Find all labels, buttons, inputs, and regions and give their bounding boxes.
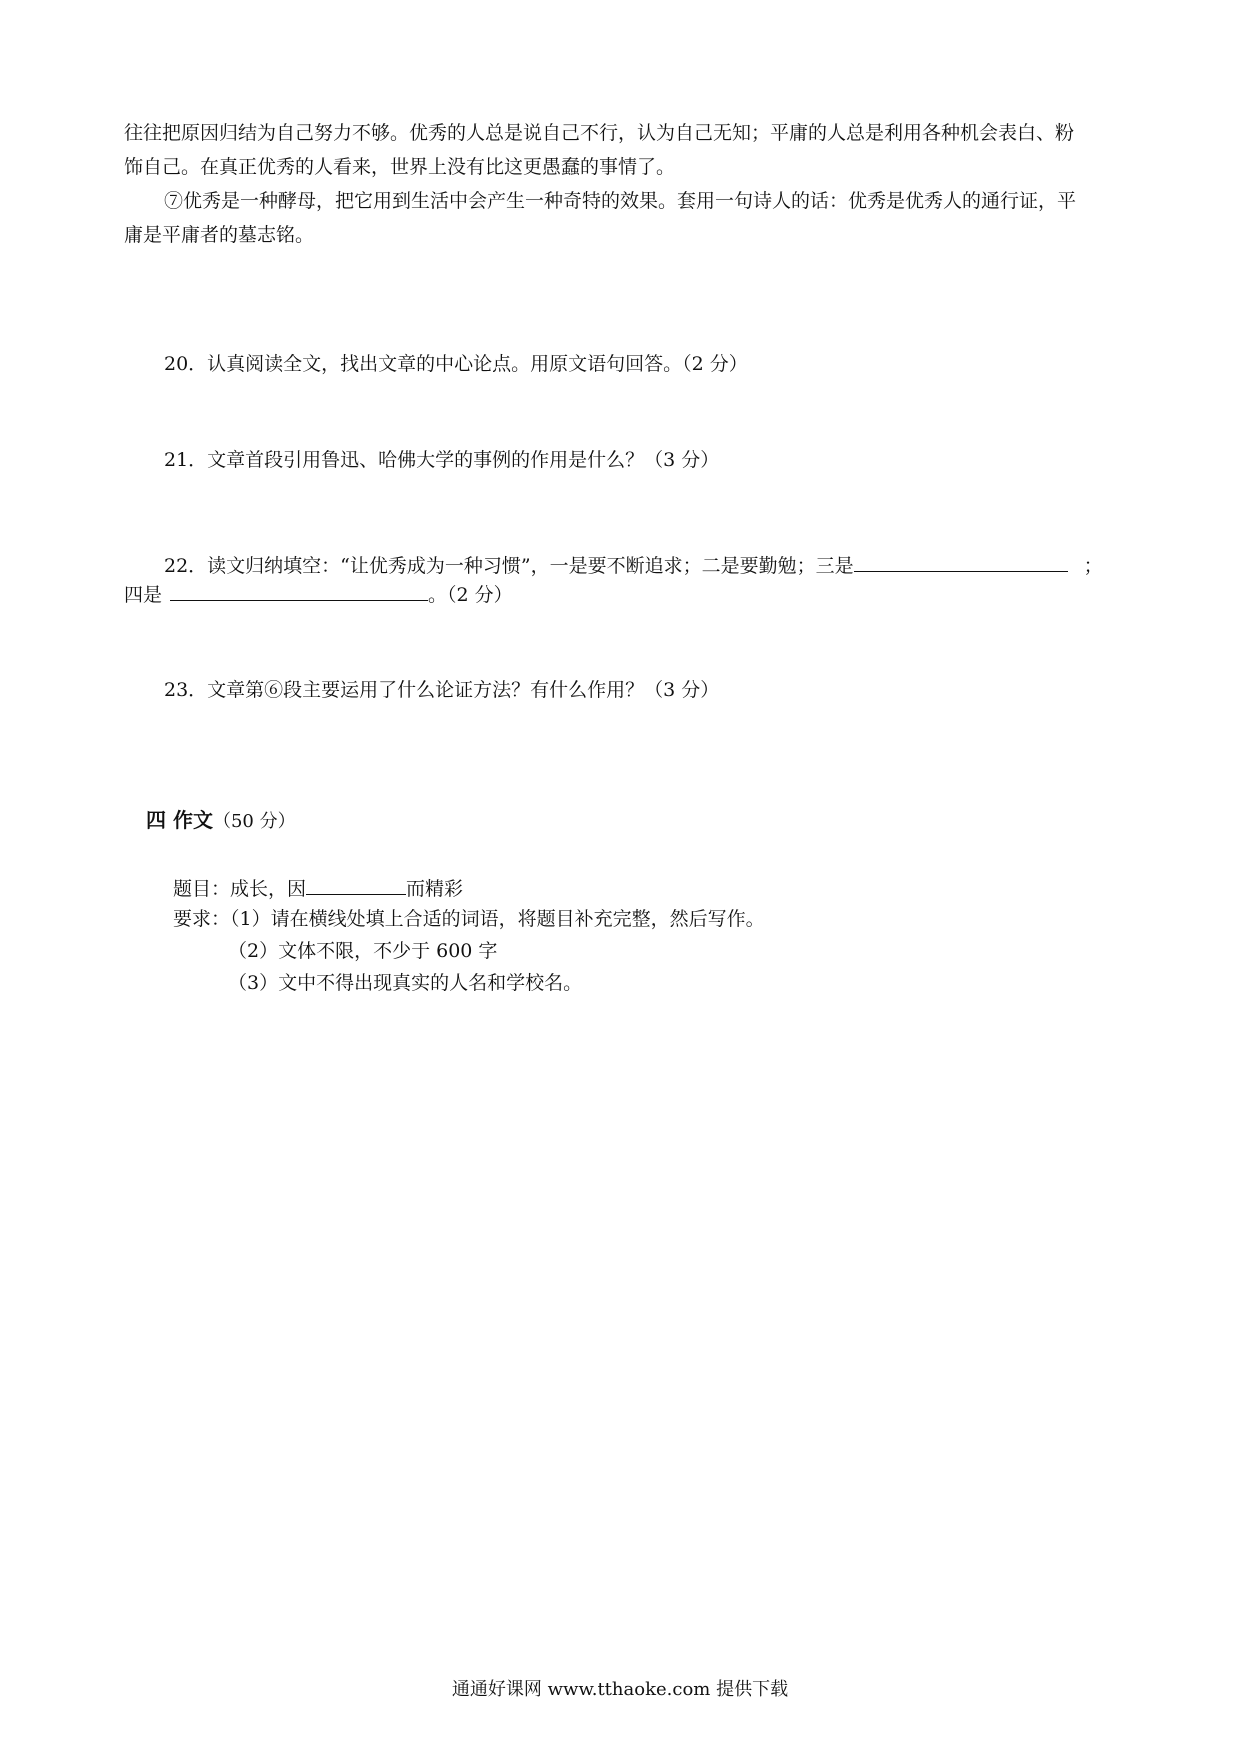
essay-requirement-2: （2）文体不限，不少于 600 字 [228, 940, 498, 962]
essay-title-prefix: 题目：成长，因 [173, 878, 307, 900]
essay-req-1-text: （1）请在横线处填上合适的词语，将题目补充完整，然后写作。 [230, 908, 765, 930]
question-22-semicolon: ； [1083, 555, 1103, 577]
question-20: 20．认真阅读全文，找出文章的中心论点。用原文语句回答。（2 分） [164, 353, 748, 375]
answer-blank-4[interactable] [170, 580, 428, 601]
question-22-text: 22．读文归纳填空：“让优秀成为一种习惯”，一是要不断追求；二是要勤勉；三是 [164, 555, 854, 577]
question-23: 23．文章第⑥段主要运用了什么论证方法？有什么作用？（3 分） [164, 679, 720, 701]
question-21: 21．文章首段引用鲁迅、哈佛大学的事例的作用是什么？（3 分） [164, 449, 720, 471]
essay-title-blank[interactable] [306, 874, 406, 895]
passage-line-4: 庸是平庸者的墓志铭。 [124, 224, 315, 246]
essay-heading [146, 806, 296, 836]
essay-requirement-3: （3）文中不得出现真实的人名和学校名。 [228, 972, 583, 994]
passage-paragraph-7: ⑦优秀是一种酵母，把它用到生活中会产生一种奇特的效果。套用一句诗人的话：优秀是优秀人的通行证，平 [164, 190, 1077, 212]
passage-line-2: 饰自己。在真正优秀的人看来，世界上没有比这更愚蠢的事情了。 [124, 156, 676, 178]
page-footer: 通通好课网 www.tthaoke.com 提供下载 [451, 1679, 789, 1700]
question-22 [164, 551, 1103, 579]
essay-heading-points: （50 分） [212, 811, 296, 832]
passage-line-1: 往往把原因归结为自己努力不够。优秀的人总是说自己不行，认为自己无知；平庸的人总是利用各种机会表白、粉 [124, 122, 1075, 144]
question-22-line-2 [124, 580, 513, 608]
essay-requirement-1 [173, 906, 765, 932]
answer-blank-3[interactable] [854, 551, 1068, 572]
essay-req-label: 要求： [173, 908, 231, 930]
essay-title-suffix: 而精彩 [406, 878, 464, 900]
essay-heading-title: 四 作文 [146, 808, 213, 832]
question-22-line2-suffix: 。（2 分） [428, 584, 513, 606]
question-22-line2-prefix: 四是 [124, 584, 163, 606]
essay-title [173, 874, 463, 902]
